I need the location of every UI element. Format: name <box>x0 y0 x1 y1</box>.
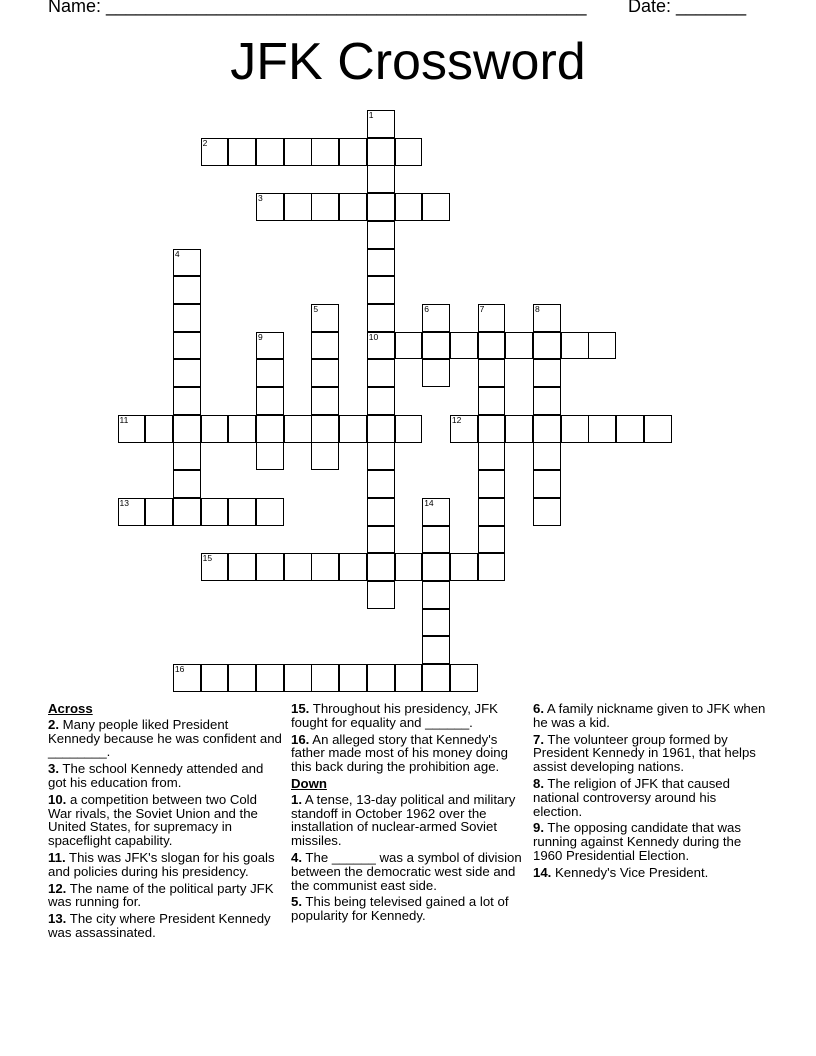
clue-number: 8 <box>535 303 540 314</box>
grid-cell[interactable] <box>228 664 256 692</box>
grid-cell[interactable] <box>450 664 478 692</box>
grid-cell[interactable] <box>478 526 506 554</box>
grid-cell[interactable] <box>367 221 395 249</box>
grid-cell[interactable] <box>533 387 561 415</box>
grid-cell[interactable] <box>422 636 450 664</box>
grid-cell[interactable] <box>422 332 450 360</box>
clue-across-2: 2. Many people liked President Kennedy because he was confident and ________. <box>48 716 282 760</box>
down-heading: Down <box>291 775 327 791</box>
across-heading: Across <box>48 701 93 716</box>
grid-cell[interactable] <box>311 193 339 221</box>
clue-number: 7 <box>479 303 485 314</box>
grid-cell[interactable] <box>367 387 395 415</box>
grid-cell[interactable] <box>367 553 395 581</box>
grid-cell[interactable] <box>505 415 533 443</box>
grid-cell[interactable] <box>367 304 395 332</box>
grid-cell[interactable] <box>145 415 173 443</box>
page-title: JFK Crossword <box>230 33 586 91</box>
grid-cell[interactable] <box>395 553 423 581</box>
clue-number: 9 <box>258 331 263 342</box>
grid-cell[interactable] <box>256 193 284 221</box>
grid-cell[interactable] <box>311 387 339 415</box>
grid-cell[interactable] <box>311 332 339 360</box>
grid-cell[interactable] <box>533 415 561 443</box>
grid-cell[interactable] <box>228 553 256 581</box>
grid-cell[interactable] <box>173 359 201 387</box>
clue-across-15: 15. Throughout his presidency, JFK fought for equality and ______. <box>291 701 498 730</box>
grid-cell[interactable] <box>616 415 644 443</box>
grid-cell[interactable] <box>367 470 395 498</box>
grid-cell[interactable] <box>173 415 201 443</box>
clue-across-16: 16. An alleged story that Kennedy's father made most of his money doing this back during the prohibition age. <box>291 731 508 775</box>
grid-cell[interactable] <box>533 470 561 498</box>
grid-cell[interactable] <box>145 498 173 526</box>
grid-cell[interactable] <box>367 138 395 166</box>
grid-cell[interactable] <box>478 359 506 387</box>
grid-cell[interactable] <box>395 193 423 221</box>
grid-cell[interactable] <box>173 470 201 498</box>
grid-cell[interactable] <box>450 332 478 360</box>
grid-cell[interactable] <box>422 304 450 332</box>
clue-down-9: 9. The opposing candidate that was running against Kennedy during the 1960 Presidential Election. <box>533 820 742 863</box>
grid-cell[interactable] <box>339 553 367 581</box>
grid-cell[interactable] <box>228 498 256 526</box>
grid-cell[interactable] <box>339 664 367 692</box>
grid-cell[interactable] <box>256 387 284 415</box>
grid-cell[interactable] <box>173 442 201 470</box>
grid-cell[interactable] <box>478 442 506 470</box>
grid-cell[interactable] <box>533 304 561 332</box>
grid-cell[interactable] <box>173 276 201 304</box>
grid-cell[interactable] <box>284 138 312 166</box>
grid-cell[interactable] <box>256 498 284 526</box>
grid-cell[interactable] <box>256 332 284 360</box>
grid-cell[interactable] <box>228 415 256 443</box>
grid-cell[interactable] <box>422 581 450 609</box>
grid-cell[interactable] <box>561 415 589 443</box>
clue-down-1: 1. A tense, 13-day political and military standoff in October 1962 over the installation of nuclear-armed Soviet missiles. <box>291 791 516 849</box>
grid-cell[interactable] <box>478 387 506 415</box>
grid-cell[interactable] <box>311 415 339 443</box>
grid-cell[interactable] <box>339 415 367 443</box>
clue-across-12: 12. The name of the political party JFK was running for. <box>48 880 274 910</box>
clues-column-2 <box>291 702 527 926</box>
grid-cell[interactable] <box>450 415 478 443</box>
grid-cell[interactable] <box>201 415 229 443</box>
clue-down-8: 8. The religion of JFK that caused national controversy around his election. <box>533 775 730 819</box>
grid-cell[interactable] <box>256 359 284 387</box>
grid-cell[interactable] <box>478 553 506 581</box>
grid-cell[interactable] <box>478 304 506 332</box>
grid-cell[interactable] <box>118 498 146 526</box>
clue-number: 13 <box>119 497 129 508</box>
grid-cell[interactable] <box>367 498 395 526</box>
grid-cell[interactable] <box>284 193 312 221</box>
grid-cell[interactable] <box>228 138 256 166</box>
grid-cell[interactable] <box>201 498 229 526</box>
grid-cell[interactable] <box>201 553 229 581</box>
grid-cell[interactable] <box>367 359 395 387</box>
grid-cell[interactable] <box>533 498 561 526</box>
name-field[interactable]: Name: ________________________________________________ <box>48 0 587 16</box>
grid-cell[interactable] <box>422 359 450 387</box>
grid-cell[interactable] <box>588 332 616 360</box>
clue-number: 12 <box>451 414 462 425</box>
grid-cell[interactable] <box>450 553 478 581</box>
grid-cell[interactable] <box>339 193 367 221</box>
clue-down-7: 7. The volunteer group formed by President Kennedy in 1961, that helps assist developing nations. <box>533 731 756 775</box>
grid-cell[interactable] <box>533 359 561 387</box>
grid-cell[interactable] <box>311 664 339 692</box>
grid-cell[interactable] <box>173 664 201 692</box>
grid-cell[interactable] <box>256 415 284 443</box>
clue-down-4: 4. The ______ was a symbol of division between the democratic west side and the communist east side. <box>291 849 522 893</box>
grid-cell[interactable] <box>311 304 339 332</box>
grid-cell[interactable] <box>422 609 450 637</box>
grid-cell[interactable] <box>284 664 312 692</box>
clue-down-6: 6. A family nickname given to JFK when he was a kid. <box>533 701 766 730</box>
grid-cell[interactable] <box>367 193 395 221</box>
grid-cell[interactable] <box>422 553 450 581</box>
grid-cell[interactable] <box>367 110 395 138</box>
grid-cell[interactable] <box>367 526 395 554</box>
clues-column-1 <box>48 702 284 943</box>
clue-across-3: 3. The school Kennedy attended and got his education from. <box>48 761 264 790</box>
grid-cell[interactable] <box>256 442 284 470</box>
grid-cell[interactable] <box>478 415 506 443</box>
grid-cell[interactable] <box>422 193 450 221</box>
grid-cell[interactable] <box>561 332 589 360</box>
clue-number: 16 <box>174 664 185 674</box>
grid-cell[interactable] <box>311 138 339 166</box>
grid-cell[interactable] <box>367 332 395 360</box>
grid-cell[interactable] <box>201 664 229 692</box>
grid-cell[interactable] <box>367 664 395 692</box>
grid-cell[interactable] <box>284 415 312 443</box>
grid-cell[interactable] <box>395 138 423 166</box>
clue-down-14: 14. Kennedy's Vice President. <box>533 864 709 880</box>
clue-number: 2 <box>202 137 208 148</box>
grid-cell[interactable] <box>173 304 201 332</box>
grid-cell[interactable] <box>173 249 201 277</box>
grid-cell[interactable] <box>256 138 284 166</box>
clue-down-5: 5. This being televised gained a lot of popularity for Kennedy. <box>291 894 509 924</box>
grid-cell[interactable] <box>311 442 339 470</box>
grid-cell[interactable] <box>367 165 395 193</box>
clue-number: 4 <box>174 248 180 259</box>
grid-cell[interactable] <box>201 138 229 166</box>
grid-cell[interactable] <box>173 387 201 415</box>
grid-cell[interactable] <box>256 553 284 581</box>
grid-cell[interactable] <box>478 498 506 526</box>
grid-cell[interactable] <box>367 442 395 470</box>
grid-cell[interactable] <box>533 332 561 360</box>
clue-number: 6 <box>424 303 429 314</box>
grid-cell[interactable] <box>478 470 506 498</box>
grid-cell[interactable] <box>422 664 450 692</box>
date-field[interactable]: Date: _______ <box>628 0 747 16</box>
clue-number: 10 <box>368 331 379 342</box>
grid-cell[interactable] <box>367 249 395 277</box>
grid-cell[interactable] <box>339 138 367 166</box>
grid-cell[interactable] <box>644 415 672 443</box>
grid-cell[interactable] <box>256 664 284 692</box>
grid-cell[interactable] <box>422 526 450 554</box>
clue-number: 1 <box>368 110 374 120</box>
clue-number: 11 <box>119 414 129 425</box>
grid-cell[interactable] <box>588 415 616 443</box>
grid-cell[interactable] <box>505 332 533 360</box>
clue-across-11: 11. This was JFK's slogan for his goals and policies during his presidency. <box>48 849 275 879</box>
clue-across-13: 13. The city where President Kennedy was assassinated. <box>48 911 271 940</box>
clue-across-10: 10. a competition between two Cold War rivals, the Soviet Union and the United States, for supremacy in spaceflight capability. <box>48 791 258 849</box>
grid-cell[interactable] <box>422 498 450 526</box>
clue-number: 15 <box>202 553 213 564</box>
grid-cell[interactable] <box>533 442 561 470</box>
grid-cell[interactable] <box>395 415 423 443</box>
grid-cell[interactable] <box>311 553 339 581</box>
grid-cell[interactable] <box>367 276 395 304</box>
grid-cell[interactable] <box>284 553 312 581</box>
grid-cell[interactable] <box>395 664 423 692</box>
grid-cell[interactable] <box>311 359 339 387</box>
grid-cell[interactable] <box>173 332 201 360</box>
clue-number: 5 <box>313 303 319 314</box>
grid-cell[interactable] <box>118 415 146 443</box>
grid-cell[interactable] <box>173 498 201 526</box>
grid-cell[interactable] <box>367 581 395 609</box>
grid-cell[interactable] <box>367 415 395 443</box>
clue-number: 3 <box>258 193 263 204</box>
clues-column-3 <box>533 702 769 883</box>
grid-cell[interactable] <box>478 332 506 360</box>
clue-number: 14 <box>424 497 434 508</box>
grid-cell[interactable] <box>395 332 423 360</box>
